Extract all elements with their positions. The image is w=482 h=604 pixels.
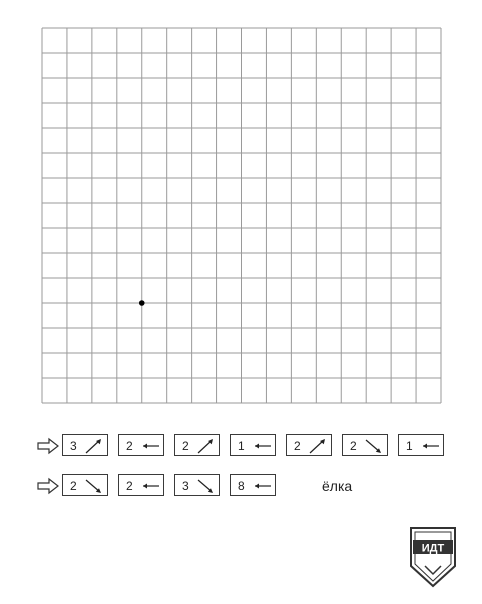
arrow-left-icon	[251, 477, 273, 495]
command-box	[62, 474, 108, 496]
command-count: 3	[70, 439, 77, 453]
command-box	[62, 434, 108, 456]
command-box	[174, 474, 220, 496]
logo-text: ИДТ	[421, 542, 445, 555]
arrow-left-icon	[139, 437, 161, 455]
command-box	[118, 474, 164, 496]
command-count: 2	[126, 439, 133, 453]
command-count: 1	[406, 439, 413, 453]
start-point	[139, 300, 145, 306]
command-count: 3	[182, 479, 189, 493]
arrow-down-right-icon	[83, 477, 105, 495]
arrow-down-right-icon	[363, 437, 385, 455]
command-count: 2	[294, 439, 301, 453]
command-row-1	[0, 434, 482, 458]
arrow-down-right-icon	[195, 477, 217, 495]
command-count: 2	[70, 479, 77, 493]
idt-logo	[408, 526, 458, 588]
command-box	[398, 434, 444, 456]
command-count: 1	[238, 439, 245, 453]
command-row-2	[0, 474, 482, 498]
command-count: 2	[126, 479, 133, 493]
start-arrow-icon	[36, 474, 60, 498]
start-arrow-icon	[36, 434, 60, 458]
command-count: 8	[238, 479, 245, 493]
answer-word: ёлка	[322, 478, 353, 494]
arrow-up-right-icon	[83, 437, 105, 455]
command-box	[118, 434, 164, 456]
command-count: 2	[182, 439, 189, 453]
command-box	[230, 434, 276, 456]
arrow-up-right-icon	[195, 437, 217, 455]
arrow-left-icon	[251, 437, 273, 455]
command-box	[286, 434, 332, 456]
command-box	[174, 434, 220, 456]
command-box	[230, 474, 276, 496]
arrow-left-icon	[419, 437, 441, 455]
arrow-left-icon	[139, 477, 161, 495]
command-box	[342, 434, 388, 456]
command-count: 2	[350, 439, 357, 453]
arrow-up-right-icon	[307, 437, 329, 455]
